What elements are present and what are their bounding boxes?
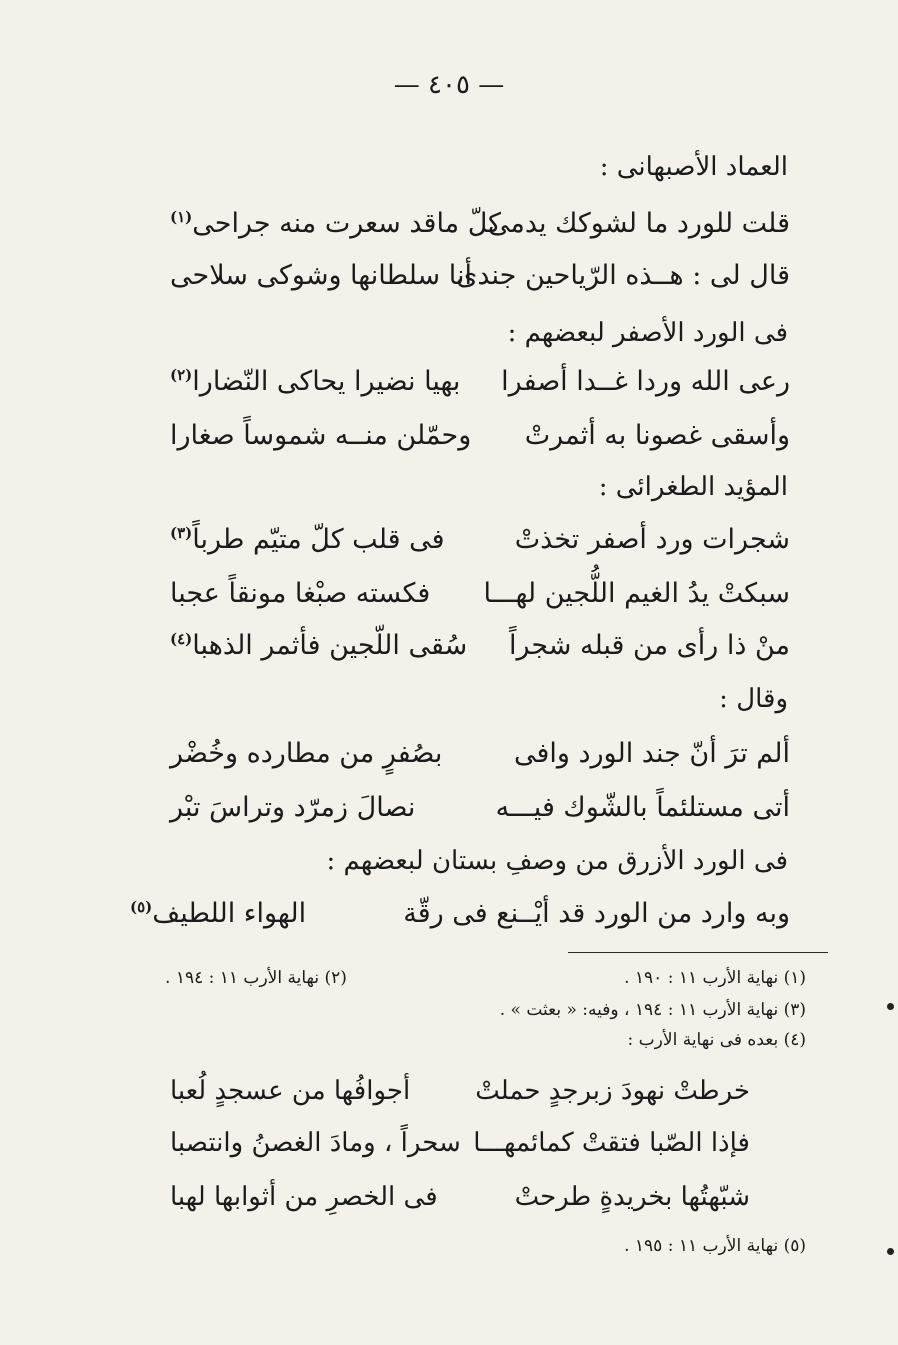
footnote-2: (٢) نهاية الأرب ١١ : ١٩٤ .: [165, 968, 347, 988]
verse-line: [170, 738, 790, 788]
heading-yellow-rose: فى الورد الأصفر لبعضهم :: [507, 318, 788, 348]
margin-mark: [887, 1003, 894, 1010]
hemistich-second: بهيا نضيرا يحاكى النّضارا$^{(٢)}$: [170, 366, 461, 397]
page-number: — ٤٠٥ —: [393, 70, 505, 100]
footnote-ref: (١): [170, 208, 193, 226]
footnote-verse: [170, 1128, 750, 1178]
hemistich-first: رعى الله وردا غــدا أصفرا: [501, 366, 790, 397]
hemistich-second: أجوافُها من عسجدٍ لُعبا: [170, 1076, 411, 1106]
hemistich-second: سُقى اللّجين فأثمر الذهبا$^{(٤)}$: [170, 630, 468, 661]
hemistich-first: ألم ترَ أنّ جند الورد وافى: [513, 738, 790, 769]
footnote-ref: (٥): [130, 898, 153, 916]
hemistich-second: فكسته صبْغا مونقاً عجبا: [170, 578, 431, 609]
hemistich-first: سبكتْ يدُ الغيم اللُّجين لهـــا: [483, 578, 790, 609]
verse-line: [170, 792, 790, 842]
hemistich-first: وأسقى غصونا به أثمرتْ: [524, 420, 790, 451]
hemistich-second: بصُفرٍ من مطارده وخُضْر: [170, 738, 443, 769]
hemistich-second: نصالَ زمرّد وتراسَ تبْر: [170, 792, 416, 823]
heading-tughrai: المؤيد الطغرائى :: [598, 472, 788, 502]
hemistich-first: شجرات ورد أصفر تخذتْ: [514, 524, 790, 555]
footnote-verse: [170, 1182, 750, 1232]
heading-waqal: وقال :: [719, 684, 788, 714]
hemistich-second: سحراً ، ومادَ الغصنُ وانتصبا: [170, 1128, 461, 1158]
verse-line: [130, 898, 790, 948]
verse-line: [170, 630, 790, 680]
hemistich-first: شبّهتُها بخريدةٍ طرحتْ: [514, 1182, 750, 1212]
hemistich-first: أتى مستلئماً بالشّوك فيـــه: [495, 792, 790, 823]
footnote-1: (١) نهاية الأرب ١١ : ١٩٠ .: [624, 968, 806, 988]
hemistich-second: أنا سلطانها وشوكى سلاحى: [170, 260, 473, 291]
hemistich-first: فإذا الصّبا فتقتْ كمائمهـــا: [473, 1128, 750, 1158]
footnote-ref: (٤): [170, 630, 193, 648]
hemistich-first: منْ ذا رأى من قبله شجراً: [508, 630, 790, 661]
footnote-4: (٤) بعده فى نهاية الأرب :: [627, 1030, 806, 1050]
verse-line: [170, 420, 790, 470]
heading-imad: العماد الأصبهانى :: [599, 152, 788, 182]
verse-line: [170, 208, 790, 258]
footnote-3: (٣) نهاية الأرب ١١ : ١٩٤ ، وفيه: « بعثت » .: [499, 1000, 806, 1020]
hemistich-first: قال لى : هــذه الرّياحين جندى: [456, 260, 790, 291]
footnote-ref: (٢): [170, 366, 193, 384]
verse-line: [170, 366, 790, 416]
verse-line: [170, 578, 790, 628]
footnote-ref: (٣): [170, 524, 193, 542]
hemistich-second: فى قلب كلّ متيّم طرباً$^{(٣)}$: [170, 524, 445, 555]
hemistich-second: الهواء اللطيف$^{(٥)}$: [130, 898, 307, 929]
hemistich-second: وحمّلن منــه شموساً صغارا: [170, 420, 472, 451]
footnote-divider: [568, 952, 828, 953]
hemistich-second: فى الخصرِ من أثوابها لهبا: [170, 1182, 438, 1212]
hemistich-first: قلت للورد ما لشوكك يدمى: [487, 208, 790, 239]
footnote-verse: [170, 1076, 750, 1126]
hemistich-second: كلّ ماقد سعرت منه جراحى$^{(١)}$: [170, 208, 502, 239]
verse-line: [170, 524, 790, 574]
footnote-5: (٥) نهاية الأرب ١١ : ١٩٥ .: [624, 1236, 806, 1256]
margin-mark: [887, 1248, 894, 1255]
hemistich-first: وبه وارد من الورد قد أيْــنع فى رقّة: [403, 898, 790, 929]
hemistich-first: خرطتْ نهودَ زبرجدٍ حملتْ: [475, 1076, 750, 1106]
heading-blue-rose: فى الورد الأزرق من وصفِ بستان لبعضهم :: [326, 846, 788, 876]
verse-line: [170, 260, 790, 310]
